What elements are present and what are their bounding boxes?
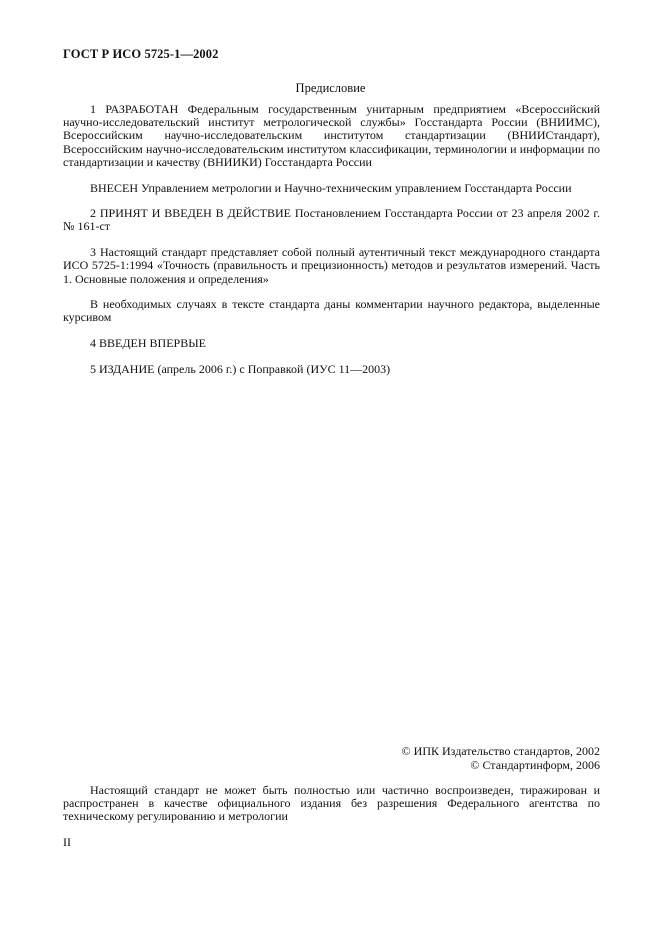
copyright-line-2: © Стандартинформ, 2006 — [470, 757, 600, 772]
paragraph-developed-by: 1 РАЗРАБОТАН Федеральным государственным унитарным предприятием «Всероссийский научно-исследовательский институт метрологической службы» Госстандарта России (ВНИИМС), Всероссийским научно-исследовательским институтом стандартизации (ВНИИСтандарт), Всероссийским научно-исследовательским институтом классификации, терминологии и информации по стандартизации и качеству (ВНИИКИ) Госстандарта России — [63, 102, 600, 169]
reproduction-notice: Настоящий стандарт не может быть полностью или частично воспроизведен, тиражирован и распространен в качестве официального издания без разрешения Федерального агентства по техническому регулированию и метрологии — [63, 783, 600, 824]
preface-body — [63, 103, 600, 389]
paragraph-edition: 5 ИЗДАНИЕ (апрель 2006 г.) с Поправкой (ИУС 11—2003) — [90, 361, 391, 376]
paragraph-editor-comments: В необходимых случаях в тексте стандарта даны комментарии научного редактора, выделенные курсивом — [63, 297, 600, 325]
copyright-block — [402, 745, 600, 772]
document-code-header: ГОСТ Р ИСО 5725-1—2002 — [63, 47, 219, 61]
paragraph-introduced-by: ВНЕСЕН Управлением метрологии и Научно-техническим управлением Госстандарта России — [90, 180, 572, 195]
section-title: Предисловие — [295, 81, 366, 95]
copyright-line-1: © ИПК Издательство стандартов, 2002 — [401, 744, 600, 758]
paragraph-adopted: 2 ПРИНЯТ И ВВЕДЕН В ДЕЙСТВИЕ Постановлением Госстандарта России от 23 апреля 2002 г. № 161-ст — [63, 206, 600, 234]
paragraph-authentic-text: 3 Настоящий стандарт представляет собой полный аутентичный текст международного стандарта ИСО 5725-1:1994 «Точность (правильность и прецизионность) методов и результатов измерений. Часть 1. Основные положения и определения» — [63, 245, 600, 286]
paragraph-first-introduced: 4 ВВЕДЕН ВПЕРВЫЕ — [90, 336, 206, 351]
page-number: II — [63, 835, 71, 849]
